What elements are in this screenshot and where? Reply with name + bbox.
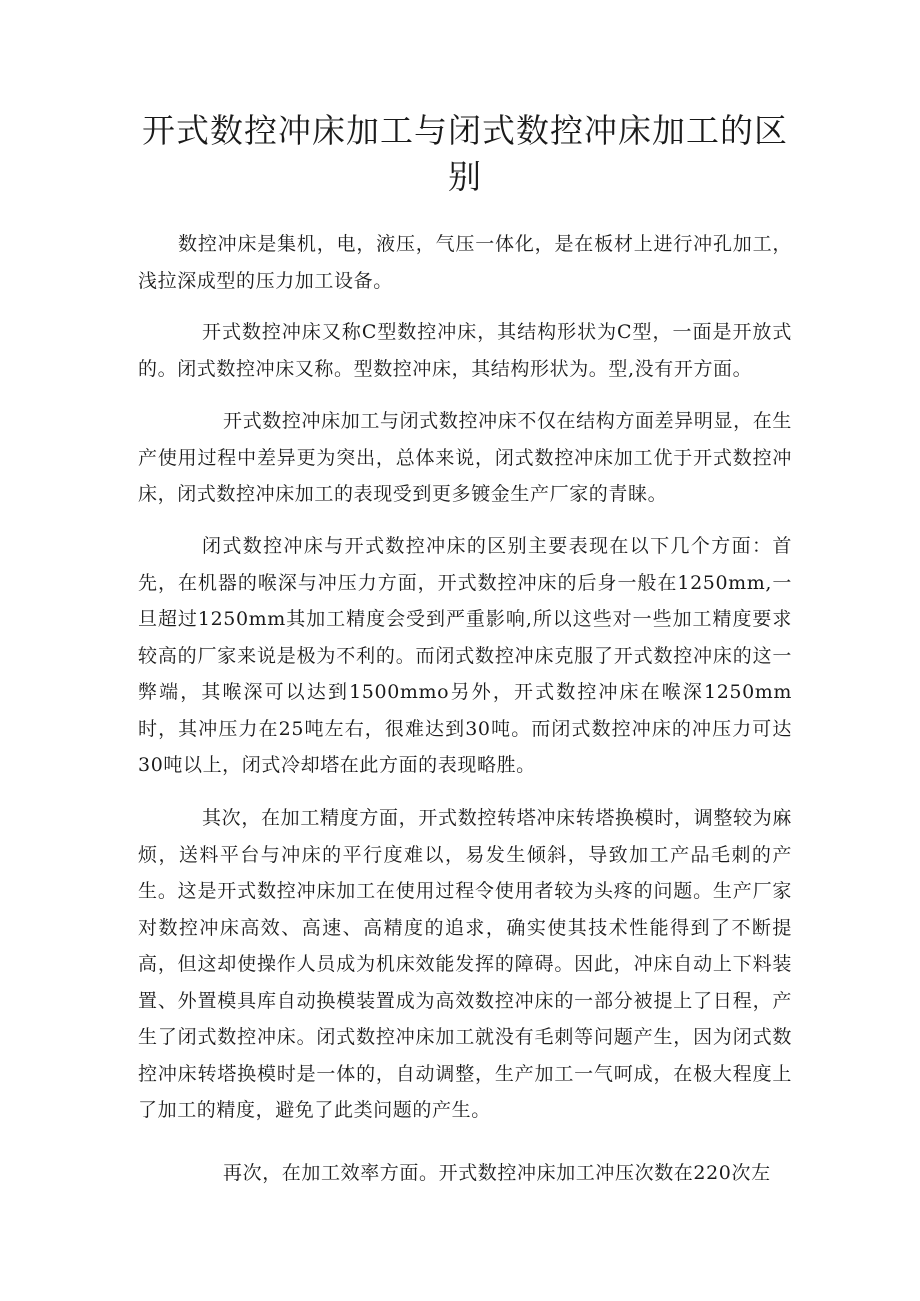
paragraph-third-difference: 再次，在加工效率方面。开式数控冲床加工冲压次数在220次左 [223,1162,771,1184]
paragraph-first-difference: 闭式数控冲床与开式数控冲床的区别主要表现在以下几个方面：首先，在机器的喉深与冲压力方面，开式数控冲床的后身一般在1250mm,一旦超过1250mm其加工精度会受到严重影响,所以这些对一些加工精度要求较高的厂家来说是极为不利的。而闭式数控冲床克服了开式数控冲床的这一弊端，其喉深可以达到1500mmo另外，开式数控冲床在喉深1250mm时，其冲压力在25吨左右，很难达到30吨。而闭式数控冲床的冲压力可达30吨以上，闭式冷却塔在此方面的表现略胜。 [138,535,792,776]
paragraph-second-difference: 其次，在加工精度方面，开式数控转塔冲床转塔换模时，调整较为麻烦，送料平台与冲床的平行度难以，易发生倾斜，导致加工产品毛刺的产生。这是开式数控冲床加工在使用过程令使用者较为头疼的问题。生产厂家对数控冲床高效、高速、高精度的追求，确实使其技术性能得到了不断提高，但这却使操作人员成为机床效能发挥的障碍。因此，冲床自动上下料装置、外置模具库自动换模装置成为高效数控冲床的一部分被提上了日程，产生了闭式数控冲床。闭式数控冲床加工就没有毛刺等问题产生，因为闭式数控冲床转塔换模时是一体的，自动调整，生产加工一气呵成，在极大程度上了加工的精度，避免了此类问题的产生。 [138,807,792,1121]
paragraph-overview: 开式数控冲床加工与闭式数控冲床不仅在结构方面差异明显，在生产使用过程中差异更为突出，总体来说，闭式数控冲床加工优于开式数控冲床，闭式数控冲床加工的表现受到更多镀金生产厂家的青睐。 [138,410,792,505]
paragraph-intro: 数控冲床是集机，电，液压，气压一体化，是在板材上进行冲孔加工，浅拉深成型的压力加工设备。 [138,233,792,292]
document-title: 开式数控冲床加工与闭式数控冲床加工的区别 [142,111,788,196]
paragraph-definition: 开式数控冲床又称C型数控冲床，其结构形状为C型，一面是开放式的。闭式数控冲床又称。型数控冲床，其结构形状为。型,没有开方面。 [138,321,792,380]
